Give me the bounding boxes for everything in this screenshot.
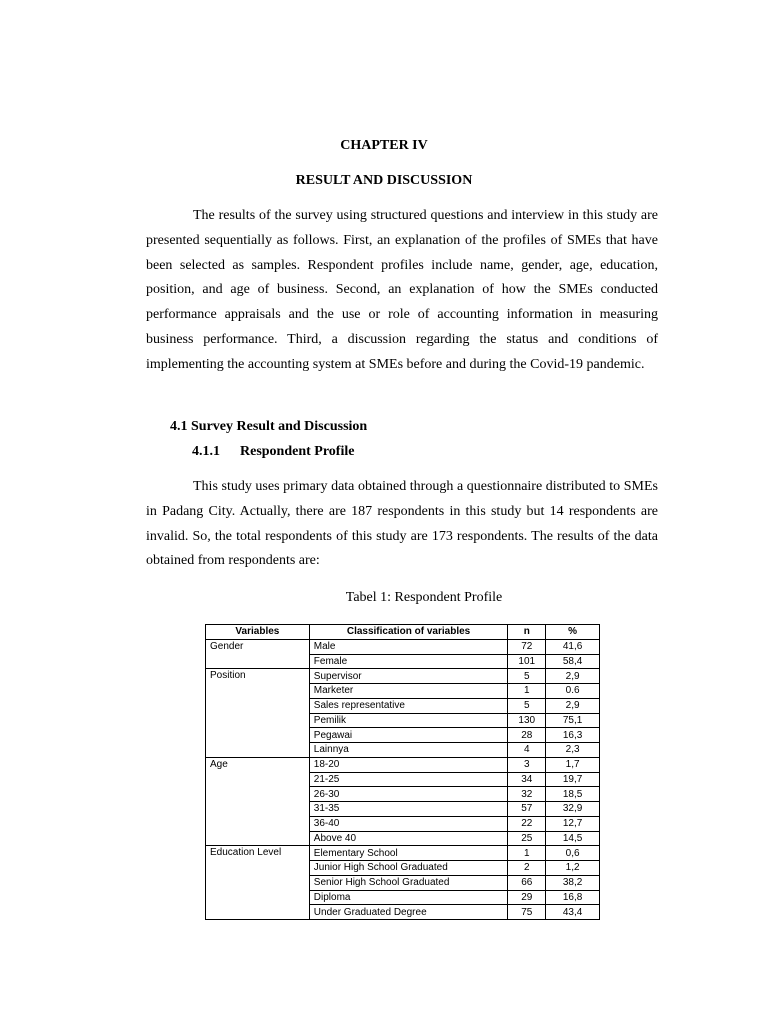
variable-cell: Gender: [206, 639, 310, 669]
percent-cell: 16,8: [546, 890, 600, 905]
classification-cell: 21-25: [309, 772, 508, 787]
n-cell: 72: [508, 639, 546, 654]
subsection-heading: [192, 444, 354, 460]
percent-cell: 2,3: [546, 743, 600, 758]
percent-cell: 2,9: [546, 669, 600, 684]
respondent-profile-table: [205, 624, 600, 920]
n-cell: 57: [508, 802, 546, 817]
classification-cell: 31-35: [309, 802, 508, 817]
percent-cell: 41,6: [546, 639, 600, 654]
classification-cell: Senior High School Graduated: [309, 875, 508, 890]
percent-cell: 0,6: [546, 846, 600, 861]
classification-cell: 26-30: [309, 787, 508, 802]
percent-cell: 43,4: [546, 905, 600, 920]
classification-cell: Pegawai: [309, 728, 508, 743]
classification-cell: Female: [309, 654, 508, 669]
table-row: [206, 639, 600, 654]
percent-cell: 19,7: [546, 772, 600, 787]
data-paragraph: This study uses primary data obtained through a questionnaire distributed to SMEs in Padang City. Actually, there are 187 respondents in this study but 14 respondents are invalid. So, the total respondents of this study are 173 respondents. The results of the data obtained from respondents are:: [146, 479, 658, 569]
percent-cell: 12,7: [546, 816, 600, 831]
table-row: [206, 669, 600, 684]
classification-cell: 18-20: [309, 757, 508, 772]
percent-cell: 1,7: [546, 757, 600, 772]
n-cell: 75: [508, 905, 546, 920]
n-cell: 5: [508, 698, 546, 713]
percent-cell: 0.6: [546, 684, 600, 699]
n-cell: 2: [508, 861, 546, 876]
header-percent: %: [546, 625, 600, 640]
percent-cell: 18,5: [546, 787, 600, 802]
n-cell: 32: [508, 787, 546, 802]
classification-cell: Pemilik: [309, 713, 508, 728]
percent-cell: 75,1: [546, 713, 600, 728]
n-cell: 28: [508, 728, 546, 743]
n-cell: 22: [508, 816, 546, 831]
variable-cell: Position: [206, 669, 310, 758]
n-cell: 1: [508, 684, 546, 699]
table-row: [206, 846, 600, 861]
classification-cell: Male: [309, 639, 508, 654]
classification-cell: Under Graduated Degree: [309, 905, 508, 920]
n-cell: 3: [508, 757, 546, 772]
classification-cell: Lainnya: [309, 743, 508, 758]
variable-cell: Education Level: [206, 846, 310, 920]
classification-cell: Elementary School: [309, 846, 508, 861]
chapter-label: CHAPTER IV: [340, 138, 428, 153]
section-heading: 4.1 Survey Result and Discussion: [170, 419, 368, 434]
subsection-number: 4.1.1: [192, 444, 220, 459]
header-variables: Variables: [206, 625, 310, 640]
table-body: [206, 639, 600, 919]
percent-cell: 16,3: [546, 728, 600, 743]
n-cell: 101: [508, 654, 546, 669]
percent-cell: 2,9: [546, 698, 600, 713]
classification-cell: Sales representative: [309, 698, 508, 713]
n-cell: 4: [508, 743, 546, 758]
header-n: n: [508, 625, 546, 640]
percent-cell: 14,5: [546, 831, 600, 846]
n-cell: 29: [508, 890, 546, 905]
n-cell: 66: [508, 875, 546, 890]
chapter-title: RESULT AND DISCUSSION: [295, 173, 473, 188]
n-cell: 34: [508, 772, 546, 787]
subsection-title: Respondent Profile: [240, 444, 355, 459]
classification-cell: Above 40: [309, 831, 508, 846]
n-cell: 130: [508, 713, 546, 728]
table-header-row: [206, 625, 600, 640]
intro-paragraph: The results of the survey using structured questions and interview in this study are presented sequentially as follows. First, an explanation of the profiles of SMEs that have been selected as samples. Respondent profiles include name, gender, age, education, position, and age of business. Second, an explanation of how the SMEs conducted performance appraisals and the use or role of accounting information in measuring business performance. Third, a discussion regarding the status and conditions of implementing the accounting system at SMEs before and during the Covid-19 pandemic.: [146, 208, 658, 372]
table-row: [206, 757, 600, 772]
n-cell: 25: [508, 831, 546, 846]
header-classification: Classification of variables: [309, 625, 508, 640]
table-caption: Tabel 1: Respondent Profile: [345, 590, 503, 605]
classification-cell: Marketer: [309, 684, 508, 699]
n-cell: 5: [508, 669, 546, 684]
percent-cell: 38,2: [546, 875, 600, 890]
variable-cell: Age: [206, 757, 310, 846]
n-cell: 1: [508, 846, 546, 861]
classification-cell: Diploma: [309, 890, 508, 905]
classification-cell: Supervisor: [309, 669, 508, 684]
classification-cell: Junior High School Graduated: [309, 861, 508, 876]
percent-cell: 58,4: [546, 654, 600, 669]
classification-cell: 36-40: [309, 816, 508, 831]
percent-cell: 32,9: [546, 802, 600, 817]
percent-cell: 1,2: [546, 861, 600, 876]
